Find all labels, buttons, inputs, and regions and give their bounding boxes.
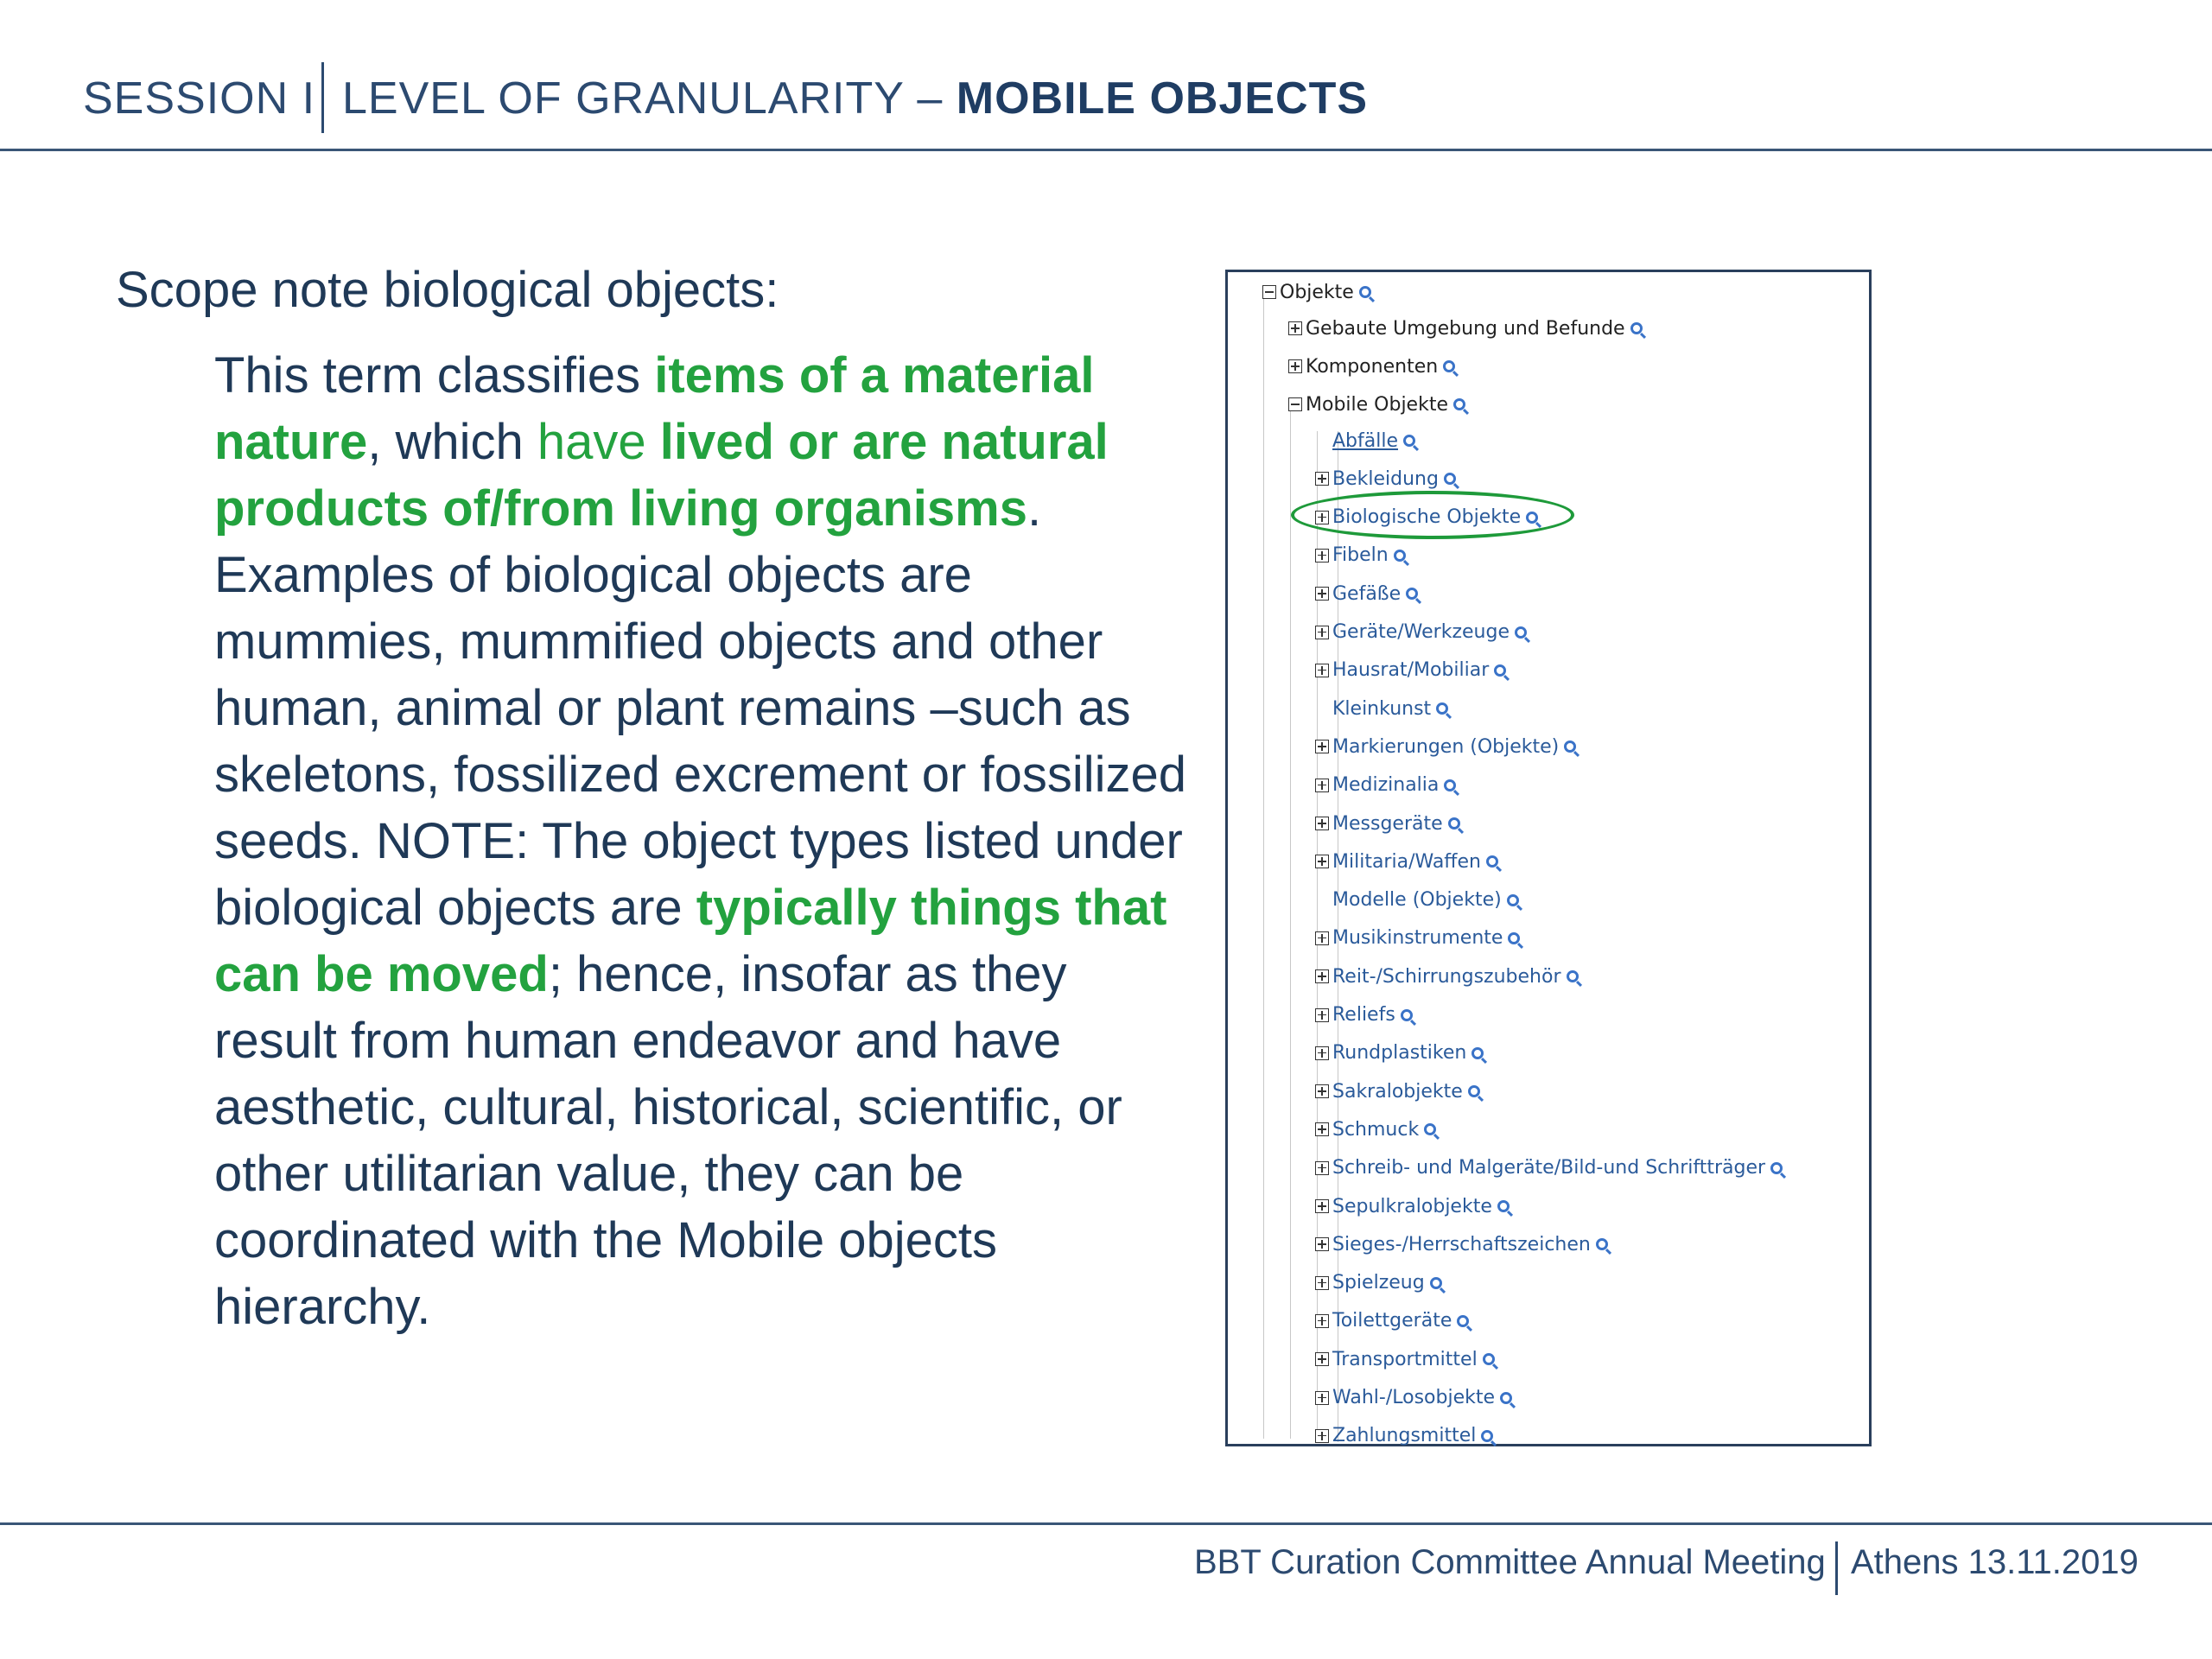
tree-node-sepulkralobjekte[interactable] — [1315, 1192, 1510, 1221]
expand-icon[interactable] — [1315, 626, 1329, 639]
magnifier-icon[interactable] — [1457, 1315, 1469, 1327]
magnifier-icon[interactable] — [1497, 1200, 1510, 1212]
expand-icon[interactable] — [1315, 1161, 1329, 1175]
footer-divider — [1835, 1541, 1838, 1595]
tree-node-label[interactable]: Modelle (Objekte) — [1332, 889, 1502, 912]
expand-icon[interactable] — [1315, 969, 1329, 983]
tree-node-label[interactable]: Gefäße — [1332, 582, 1402, 605]
tree-node-geräte-werkzeuge[interactable] — [1315, 618, 1527, 647]
magnifier-icon[interactable] — [1770, 1162, 1783, 1174]
expand-icon[interactable] — [1315, 1429, 1329, 1443]
tree-node-label[interactable]: Mobile Objekte — [1306, 393, 1448, 416]
tree-node-kleinkunst[interactable] — [1315, 694, 1448, 723]
tree-node-label[interactable]: Reit-/Schirrungszubehör — [1332, 965, 1561, 988]
tree-node-label[interactable]: Hausrat/Mobiliar — [1332, 659, 1490, 682]
paragraph-segment: have — [537, 414, 660, 470]
expand-icon[interactable] — [1315, 1237, 1329, 1251]
expand-icon[interactable] — [1315, 549, 1329, 563]
expand-icon[interactable] — [1288, 359, 1302, 373]
tree-node-abfälle[interactable] — [1315, 426, 1415, 455]
tree-node-label[interactable]: Objekte — [1280, 281, 1354, 303]
tree-node-label[interactable]: Spielzeug — [1332, 1272, 1425, 1294]
magnifier-icon[interactable] — [1403, 435, 1415, 447]
magnifier-icon[interactable] — [1508, 932, 1520, 944]
tree-node-fibeln[interactable] — [1315, 541, 1406, 570]
tree-node-sakralobjekte[interactable] — [1315, 1077, 1480, 1106]
magnifier-icon[interactable] — [1443, 360, 1455, 372]
expand-icon[interactable] — [1288, 321, 1302, 335]
scope-note-heading: Scope note biological objects: — [116, 262, 779, 318]
paragraph-segment: items of a material nature — [214, 347, 1095, 470]
expand-icon[interactable] — [1315, 664, 1329, 677]
tree-node-label[interactable]: Gebaute Umgebung und Befunde — [1306, 317, 1625, 340]
tree-node-spielzeug[interactable] — [1315, 1268, 1442, 1298]
tree-node-label[interactable]: Reliefs — [1332, 1004, 1395, 1026]
header-rule — [0, 149, 2212, 151]
tree-node-markierungen-objekte[interactable] — [1315, 732, 1576, 761]
tree-node-label[interactable]: Kleinkunst — [1332, 697, 1432, 720]
expand-icon[interactable] — [1315, 472, 1329, 486]
magnifier-icon[interactable] — [1436, 702, 1448, 715]
magnifier-icon[interactable] — [1494, 664, 1506, 677]
slide-title-prefix: LEVEL OF GRANULARITY – — [342, 73, 957, 124]
expand-icon[interactable] — [1315, 1046, 1329, 1060]
tree-node-messgeräte[interactable] — [1315, 809, 1460, 838]
tree-node-label[interactable]: Komponenten — [1306, 355, 1439, 378]
magnifier-icon[interactable] — [1448, 817, 1460, 830]
magnifier-icon[interactable] — [1507, 894, 1519, 906]
tree-node-reliefs[interactable] — [1315, 1001, 1413, 1030]
tree-node-label[interactable]: Sieges-/Herrschaftszeichen — [1332, 1233, 1591, 1255]
tree-node-label[interactable]: Abfälle — [1332, 429, 1399, 452]
magnifier-icon[interactable] — [1471, 1047, 1484, 1059]
expand-icon[interactable] — [1315, 855, 1329, 868]
magnifier-icon[interactable] — [1567, 970, 1579, 982]
expand-icon[interactable] — [1315, 1199, 1329, 1213]
magnifier-icon[interactable] — [1515, 626, 1527, 639]
tree-node-label[interactable]: Bekleidung — [1332, 467, 1439, 490]
magnifier-icon[interactable] — [1406, 588, 1418, 600]
tree-node-medizinalia[interactable] — [1315, 771, 1456, 800]
tree-node-sieges-herrschaftszeichen[interactable] — [1315, 1230, 1608, 1259]
magnifier-icon[interactable] — [1596, 1238, 1608, 1250]
magnifier-icon[interactable] — [1500, 1392, 1512, 1404]
highlight-ellipse — [1291, 491, 1574, 539]
expand-icon[interactable] — [1315, 1391, 1329, 1405]
paragraph-segment: lived or are natural products of/from living organisms — [214, 414, 1109, 537]
tree-node-label[interactable]: Sakralobjekte — [1332, 1080, 1463, 1103]
footer-meeting: BBT Curation Committee Annual Meeting — [1194, 1543, 1826, 1581]
tree-node-zahlungsmittel[interactable] — [1315, 1421, 1493, 1451]
magnifier-icon[interactable] — [1430, 1277, 1442, 1289]
magnifier-icon[interactable] — [1424, 1123, 1436, 1135]
tree-node-label[interactable]: Rundplastiken — [1332, 1042, 1467, 1065]
magnifier-icon[interactable] — [1564, 741, 1576, 753]
footer-rule — [0, 1522, 2212, 1525]
tree-node-label[interactable]: Musikinstrumente — [1332, 927, 1503, 950]
tree-node-objekte[interactable] — [1262, 277, 1371, 307]
tree-node-musikinstrumente[interactable] — [1315, 924, 1520, 953]
magnifier-icon[interactable] — [1483, 1353, 1495, 1365]
expand-icon[interactable] — [1315, 779, 1329, 792]
tree-node-label[interactable]: Militaria/Waffen — [1332, 850, 1481, 873]
paragraph-segment: . Examples of biological objects are mummies, mummified objects and other human, animal or plant remains –such as skeletons, fossilized excrement or fossilized seeds. NOTE: The object types listed under biological objects are — [214, 480, 1187, 936]
tree-node-rundplastiken[interactable] — [1315, 1039, 1484, 1068]
session-label: SESSION I — [83, 73, 316, 124]
expand-icon[interactable] — [1315, 1314, 1329, 1328]
paragraph-segment: , which — [367, 414, 537, 470]
tree-node-militaria-waffen[interactable] — [1315, 847, 1498, 876]
tree-node-gebaute-umgebung-und-befunde[interactable] — [1288, 314, 1643, 343]
slide-title-bold: MOBILE OBJECTS — [956, 73, 1369, 124]
tree-node-label[interactable]: Toilettgeräte — [1332, 1310, 1452, 1332]
collapse-icon[interactable] — [1288, 397, 1302, 411]
tree-node-label[interactable]: Medizinalia — [1332, 774, 1440, 797]
magnifier-icon[interactable] — [1486, 855, 1498, 868]
magnifier-icon[interactable] — [1630, 322, 1643, 334]
tree-node-mobile-objekte[interactable] — [1288, 390, 1465, 419]
expand-icon[interactable] — [1315, 740, 1329, 753]
tree-node-label[interactable]: Geräte/Werkzeuge — [1332, 621, 1510, 643]
tree-node-label[interactable]: Wahl-/Losobjekte — [1332, 1387, 1495, 1408]
tree-node-label[interactable]: Sepulkralobjekte — [1332, 1195, 1492, 1217]
tree-node-bekleidung[interactable] — [1315, 464, 1456, 493]
expand-icon[interactable] — [1315, 931, 1329, 945]
expand-icon[interactable] — [1315, 1352, 1329, 1366]
paragraph-segment: This term classifies — [214, 347, 655, 404]
slide-title — [342, 73, 1368, 124]
tree-node-hausrat-mobiliar[interactable] — [1315, 656, 1506, 685]
tree-node-label[interactable]: Biologische Objekte — [1332, 506, 1522, 529]
header-divider — [321, 62, 324, 133]
magnifier-icon[interactable] — [1468, 1085, 1480, 1097]
paragraph-segment: typically things that can be moved — [214, 880, 1167, 1002]
tree-node-label[interactable]: Schmuck — [1332, 1118, 1420, 1141]
magnifier-icon[interactable] — [1394, 550, 1406, 562]
tree-node-reit-schirrungszubehör[interactable] — [1315, 962, 1579, 991]
slide-header — [0, 0, 2212, 150]
tree-node-label[interactable]: Schreib- und Malgeräte/Bild-und Schriftträger — [1332, 1157, 1766, 1179]
tree-guide-line — [1290, 410, 1291, 1439]
object-hierarchy-tree — [1225, 270, 1872, 1446]
expand-icon[interactable] — [1315, 587, 1329, 601]
expand-icon[interactable] — [1315, 1084, 1329, 1098]
magnifier-icon[interactable] — [1481, 1430, 1493, 1442]
expand-icon[interactable] — [1315, 1008, 1329, 1022]
expand-icon[interactable] — [1315, 817, 1329, 830]
paragraph-segment: ; hence, insofar as they result from human endeavor and have aesthetic, cultural, historical, scientific, or other utilitarian value, they can be coordinated with the Mobile objects hierarchy. — [214, 946, 1122, 1335]
tree-node-label[interactable]: Markierungen (Objekte) — [1332, 735, 1560, 758]
magnifier-icon[interactable] — [1444, 473, 1456, 485]
tree-node-modelle-objekte[interactable] — [1315, 886, 1519, 915]
tree-node-wahl-losobjekte[interactable] — [1315, 1383, 1512, 1413]
magnifier-icon[interactable] — [1444, 779, 1456, 791]
tree-guide-line — [1263, 298, 1264, 1439]
tree-node-komponenten[interactable] — [1288, 352, 1455, 381]
tree-node-transportmittel[interactable] — [1315, 1344, 1495, 1374]
tree-node-toilettgeräte[interactable] — [1315, 1306, 1469, 1336]
collapse-icon[interactable] — [1262, 285, 1276, 299]
tree-node-gefäße[interactable] — [1315, 579, 1418, 608]
expand-icon[interactable] — [1315, 1122, 1329, 1136]
tree-node-schmuck[interactable] — [1315, 1115, 1436, 1144]
tree-node-label[interactable]: Zahlungsmittel — [1332, 1425, 1477, 1447]
magnifier-icon[interactable] — [1401, 1009, 1413, 1021]
footer-place-date: Athens 13.11.2019 — [1851, 1543, 2139, 1581]
expand-icon[interactable] — [1315, 1276, 1329, 1290]
tree-node-schreib-und-malgeräte-bild-und-schriftträger[interactable] — [1315, 1154, 1783, 1183]
magnifier-icon[interactable] — [1453, 398, 1465, 410]
scope-note-paragraph — [214, 342, 1191, 1340]
tree-node-label[interactable]: Messgeräte — [1332, 812, 1443, 835]
tree-node-label[interactable]: Transportmittel — [1332, 1348, 1478, 1370]
tree-node-label[interactable]: Fibeln — [1332, 544, 1389, 567]
magnifier-icon[interactable] — [1359, 286, 1371, 298]
